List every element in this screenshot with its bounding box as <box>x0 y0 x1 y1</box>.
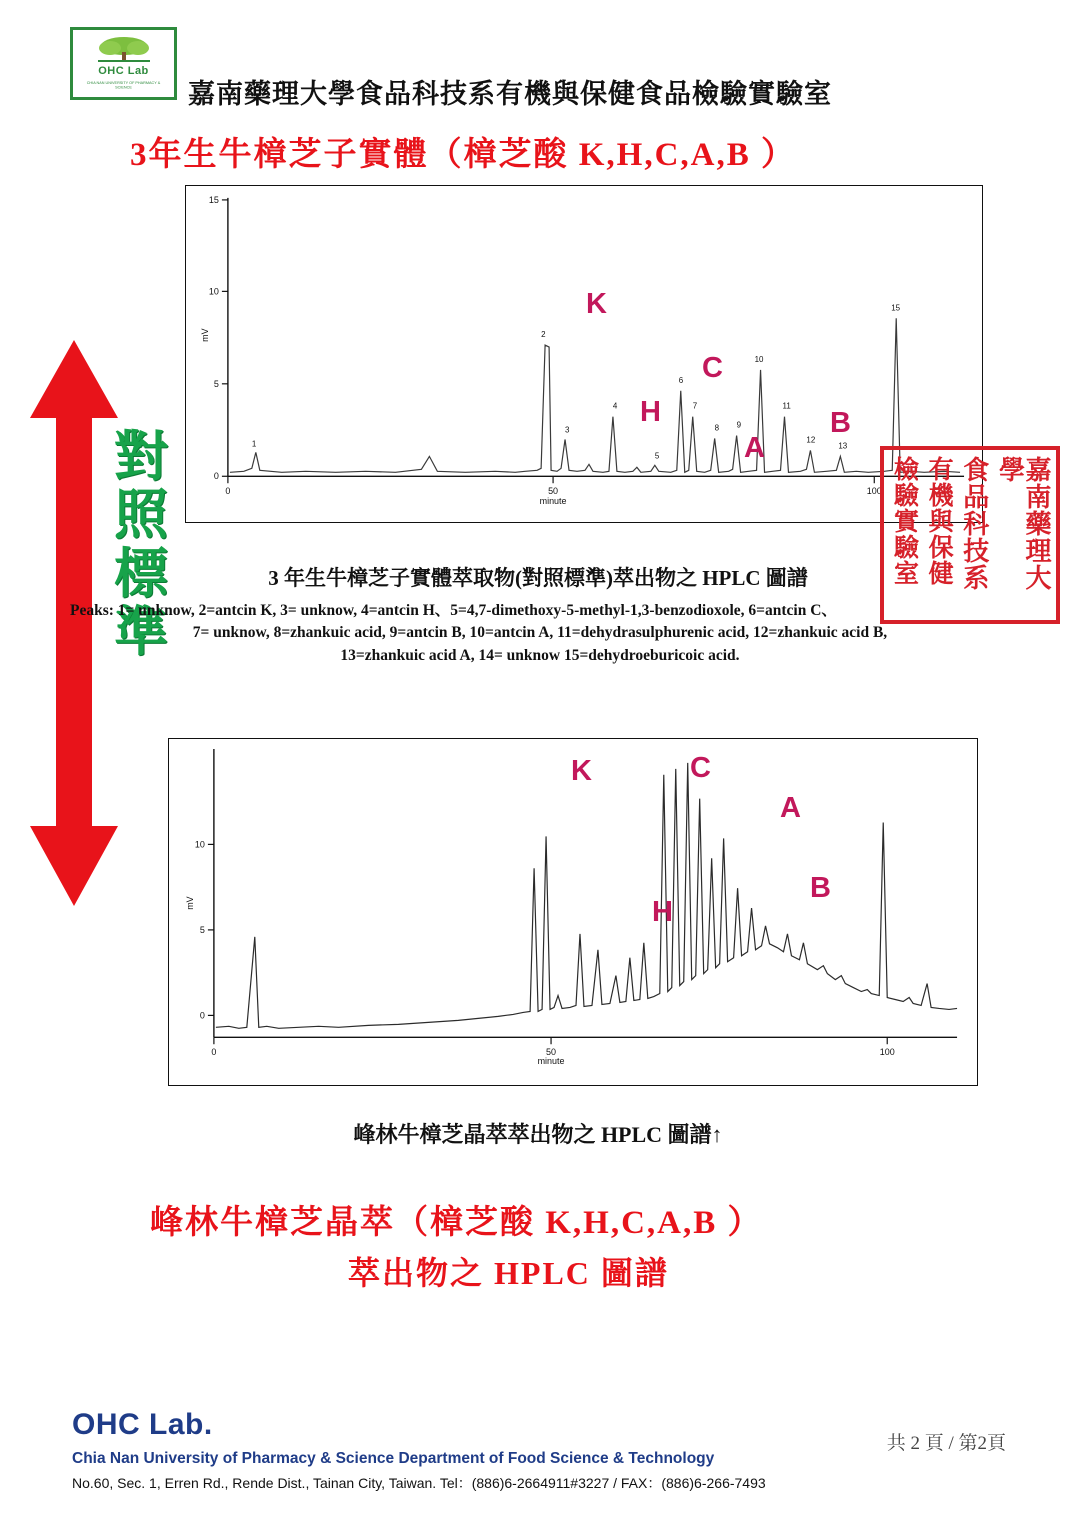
svg-text:15: 15 <box>208 194 219 205</box>
seal-column-1: 嘉南藥理大學 <box>995 456 1051 591</box>
footer-department: Chia Nan University of Pharmacy & Science Department of Food Science & Technology <box>72 1450 715 1467</box>
hplc-chart-reference <box>185 185 983 523</box>
seal-column-2: 食品科技系 <box>959 456 989 591</box>
bottom-title-line1: 峰林牛樟芝晶萃（樟芝酸 K,H,C,A,B ） <box>150 1205 763 1241</box>
peak-label-A-bottom: A <box>780 792 801 824</box>
svg-text:3: 3 <box>565 425 570 435</box>
peaks-note-line1: Peaks: 1= unknow, 2=antcin K, 3= unknow, 4=antcin H、5=4,7-dimethoxy-5-methyl-1,3-benzodioxole, 6=antcin C、 <box>70 602 837 619</box>
peaks-note-line3: 13=zhankuic acid A, 14= unknow 15=dehydroeburicoic acid. <box>340 646 740 664</box>
svg-text:0: 0 <box>199 1010 205 1021</box>
bottom-title-line2: 萃出物之 HPLC 圖譜 <box>348 1255 669 1291</box>
seal-column-3: 有機與保健 <box>925 456 953 586</box>
peaks-note-line2: 7= unknow, 8=zhankuic acid, 9=antcin B, 10=antcin A, 11=dehydrasulphurenic acid, 12=zhankuic acid B, <box>192 624 888 642</box>
seal-column-4: 檢驗實驗室 <box>890 456 918 586</box>
svg-text:1: 1 <box>251 439 257 449</box>
svg-text:5: 5 <box>654 451 660 461</box>
caption-top-chart: 3 年生牛樟芝子實體萃取物(對照標準)萃出物之 HPLC 圖譜 <box>268 566 808 590</box>
svg-text:10: 10 <box>208 286 219 297</box>
svg-text:11: 11 <box>782 401 791 411</box>
page-title-line1: 3年生牛樟芝子實體（樟芝酸 K,H,C,A,B ） <box>130 137 797 173</box>
svg-text:12: 12 <box>806 435 816 445</box>
svg-text:10: 10 <box>194 839 205 850</box>
comparison-char-3: 準 <box>114 601 168 662</box>
svg-text:6: 6 <box>678 375 684 385</box>
hplc-chart-reference-svg <box>186 186 982 522</box>
svg-text:mV: mV <box>199 328 210 342</box>
svg-text:minute: minute <box>539 496 567 507</box>
svg-text:13: 13 <box>838 441 848 451</box>
svg-text:15: 15 <box>891 303 901 313</box>
footer-page-number: 共 2 頁 / 第2頁 <box>886 1433 1006 1454</box>
hplc-chart-sample <box>168 738 978 1086</box>
peak-label-H-bottom: H <box>652 896 673 928</box>
peak-label-C-bottom: C <box>690 752 711 784</box>
lab-logo <box>70 27 177 100</box>
svg-text:10: 10 <box>754 354 764 364</box>
svg-text:9: 9 <box>736 420 742 430</box>
svg-text:100: 100 <box>879 1047 895 1058</box>
hplc-chart-sample-svg <box>169 739 977 1085</box>
peak-label-H-top: H <box>640 396 661 428</box>
peak-label-C-top: C <box>702 352 723 384</box>
svg-text:7: 7 <box>692 401 698 411</box>
institution-title: 嘉南藥理大學食品科技系有機與保健食品檢驗實驗室 <box>188 79 832 109</box>
comparison-char-2: 標 <box>114 543 168 604</box>
svg-text:0: 0 <box>211 1047 217 1058</box>
logo-subtitle: CHIA NAN UNIVERSITY OF PHARMACY & SCIENCE <box>86 80 161 90</box>
caption-bottom-chart: 峰林牛樟芝晶萃萃出物之 HPLC 圖譜↑ <box>353 1122 723 1147</box>
peak-label-K-top: K <box>586 288 607 320</box>
svg-text:5: 5 <box>199 924 205 935</box>
footer-address: No.60, Sec. 1, Erren Rd., Rende Dist., Tainan City, Taiwan. Tel：(886)6-2664911#3227 / FAX：(886)6-266-7493 <box>72 1475 766 1491</box>
svg-text:0: 0 <box>213 471 219 482</box>
tree-icon <box>92 34 156 64</box>
svg-text:4: 4 <box>612 401 618 411</box>
peak-label-A-top: A <box>744 432 765 464</box>
svg-text:50: 50 <box>548 486 559 497</box>
peak-label-B-bottom: B <box>810 872 831 904</box>
peak-label-B-top: B <box>830 407 851 439</box>
logo-name: OHC Lab <box>98 65 149 77</box>
peak-label-K-bottom: K <box>571 755 592 787</box>
official-seal <box>880 446 1060 624</box>
svg-text:5: 5 <box>213 378 219 389</box>
svg-text:50: 50 <box>546 1047 557 1058</box>
comparison-char-1: 照 <box>114 485 168 546</box>
svg-text:mV: mV <box>184 896 195 910</box>
footer-brand: OHC Lab. <box>72 1408 213 1441</box>
peaks-legend-note <box>70 600 1010 667</box>
svg-text:8: 8 <box>714 423 720 433</box>
svg-text:minute: minute <box>537 1056 565 1067</box>
svg-text:2: 2 <box>541 330 546 340</box>
svg-text:100: 100 <box>866 486 882 497</box>
comparison-char-0: 對 <box>114 427 168 487</box>
svg-text:0: 0 <box>225 486 231 497</box>
